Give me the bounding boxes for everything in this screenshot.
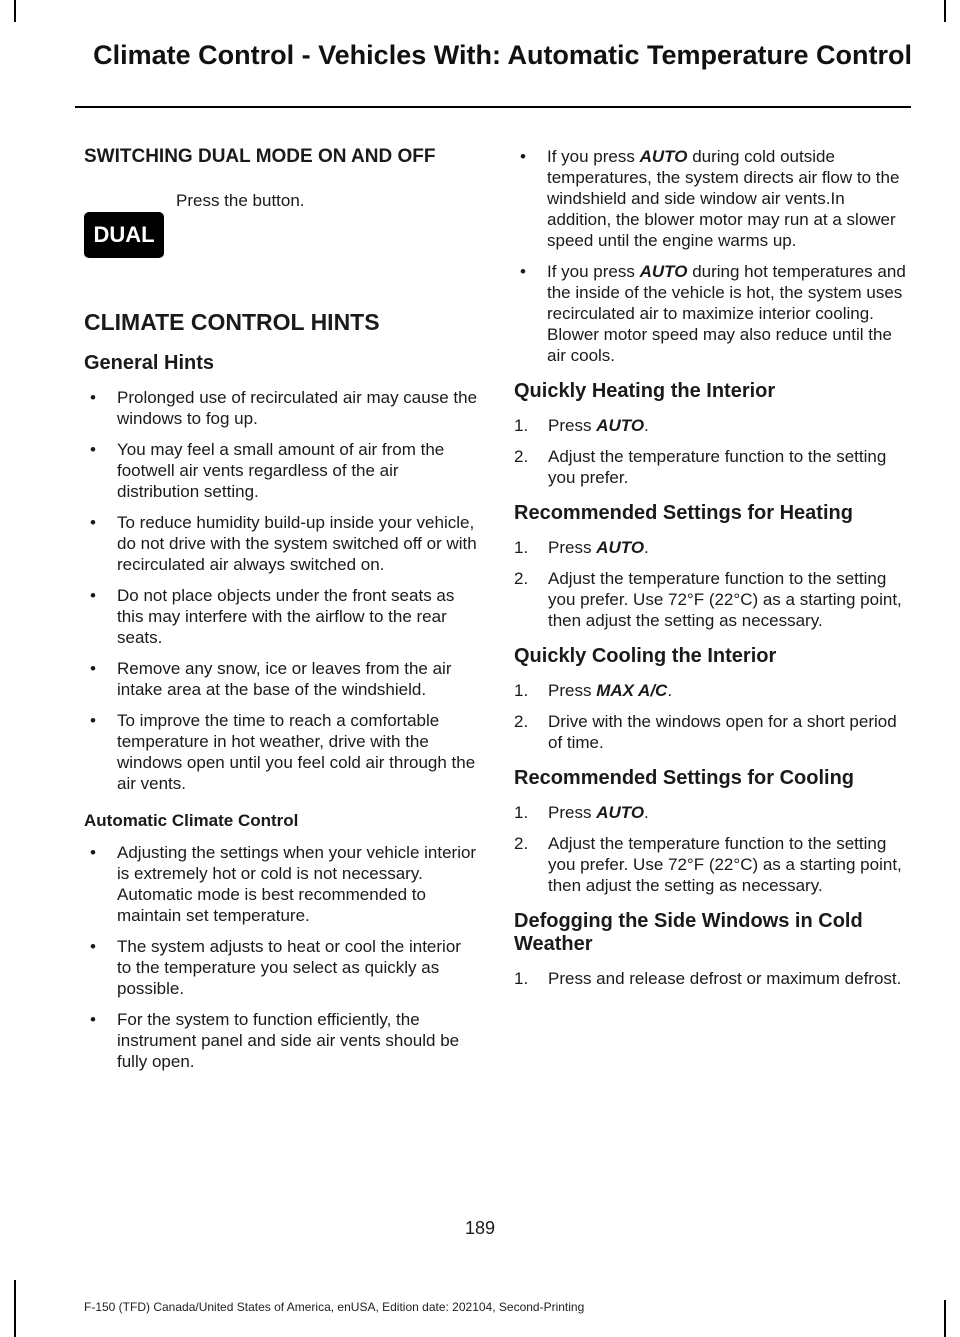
left-column (84, 146, 478, 1082)
list-item: 1. Press AUTO. (514, 803, 649, 822)
crop-mark (944, 1300, 946, 1337)
header-rule (75, 106, 911, 108)
dual-mode-row (84, 190, 478, 278)
defog-heading: Defogging the Side Windows in Cold Weather (514, 910, 863, 955)
list-item: • To reduce humidity build-up inside your vehicle, do not drive with the system switched off or with recirculated air always switched on. (84, 512, 478, 575)
list-item: • To improve the time to reach a comfortable temperature in hot weather, drive with the windows open until you feel cold air through the air vents. (84, 710, 478, 794)
list-item: 2. Drive with the windows open for a short period of time. (514, 712, 897, 752)
auto-keyword: AUTO (596, 538, 645, 557)
crop-mark (14, 1280, 16, 1337)
list-item: 1. Press and release defrost or maximum defrost. (514, 969, 902, 988)
auto-keyword: AUTO (596, 803, 645, 822)
general-hints-list (84, 387, 478, 794)
quick-heat-steps (514, 415, 910, 488)
list-item: 1. Press MAX A/C. (514, 681, 673, 700)
quick-heat-heading: Quickly Heating the Interior (514, 380, 776, 402)
list-item: 2. Adjust the temperature function to the setting you prefer. Use 72°F (22°C) as a starting point, then adjust the setting as necessary. (514, 569, 902, 630)
list-item: • For the system to function efficiently, the instrument panel and side air vents should be fully open. (84, 1009, 478, 1072)
list-item: • Prolonged use of recirculated air may cause the windows to fog up. (84, 387, 478, 429)
list-item: • Remove any snow, ice or leaves from the air intake area at the base of the windshield. (84, 658, 478, 700)
automatic-climate-list (84, 842, 478, 1072)
quick-cool-steps (514, 680, 910, 753)
automatic-climate-heading: Automatic Climate Control (84, 811, 299, 830)
crop-mark (14, 0, 16, 22)
list-item: • The system adjusts to heat or cool the interior to the temperature you select as quickly as possible. (84, 936, 478, 999)
rec-heat-heading: Recommended Settings for Heating (514, 502, 853, 524)
page-footer: F-150 (TFD) Canada/United States of America, enUSA, Edition date: 202104, Second-Printing (84, 1300, 585, 1314)
rec-heat-steps (514, 537, 910, 631)
automatic-climate-list-continued (514, 146, 910, 366)
dual-mode-heading: SWITCHING DUAL MODE ON AND OFF (84, 146, 436, 167)
list-item: 2. Adjust the temperature function to the setting you prefer. (514, 447, 887, 487)
general-hints-heading: General Hints (84, 352, 215, 374)
list-item: • Do not place objects under the front seats as this may interfere with the airflow to the rear seats. (84, 585, 478, 648)
dual-instruction: Press the button. (176, 191, 305, 210)
crop-mark (944, 0, 946, 22)
auto-keyword: AUTO (639, 147, 688, 166)
right-column (514, 146, 910, 999)
hints-heading: CLIMATE CONTROL HINTS (84, 309, 380, 335)
quick-cool-heading: Quickly Cooling the Interior (514, 645, 777, 667)
max-ac-keyword: MAX A/C (596, 681, 668, 700)
list-item: • You may feel a small amount of air from the footwell air vents regardless of the air distribution setting. (84, 439, 478, 502)
page-header-title: Climate Control - Vehicles With: Automatic Temperature Control (93, 40, 912, 70)
rec-cool-steps (514, 802, 910, 896)
page-number: 189 (464, 1218, 496, 1238)
auto-keyword: AUTO (639, 262, 688, 281)
list-item: 1. Press AUTO. (514, 416, 649, 435)
auto-keyword: AUTO (596, 416, 645, 435)
dual-button-icon: DUAL (84, 212, 164, 258)
list-item: • Adjusting the settings when your vehicle interior is extremely hot or cold is not necessary. Automatic mode is best recommended to maintain set temperature. (84, 842, 478, 926)
rec-cool-heading: Recommended Settings for Cooling (514, 767, 855, 789)
list-item: 2. Adjust the temperature function to the setting you prefer. Use 72°F (22°C) as a starting point, then adjust the setting as necessary. (514, 834, 902, 895)
list-item: • If you press AUTO during hot temperatures and the inside of the vehicle is hot, the system uses recirculated air to maximize interior cooling. Blower motor speed may also reduce until the air cools. (514, 261, 910, 366)
list-item: • If you press AUTO during cold outside temperatures, the system directs air flow to the windshield and side window air vents.In addition, the blower motor may run at a slower speed until the engine warms up. (514, 146, 910, 251)
defog-steps (514, 968, 910, 989)
list-item: 1. Press AUTO. (514, 538, 649, 557)
